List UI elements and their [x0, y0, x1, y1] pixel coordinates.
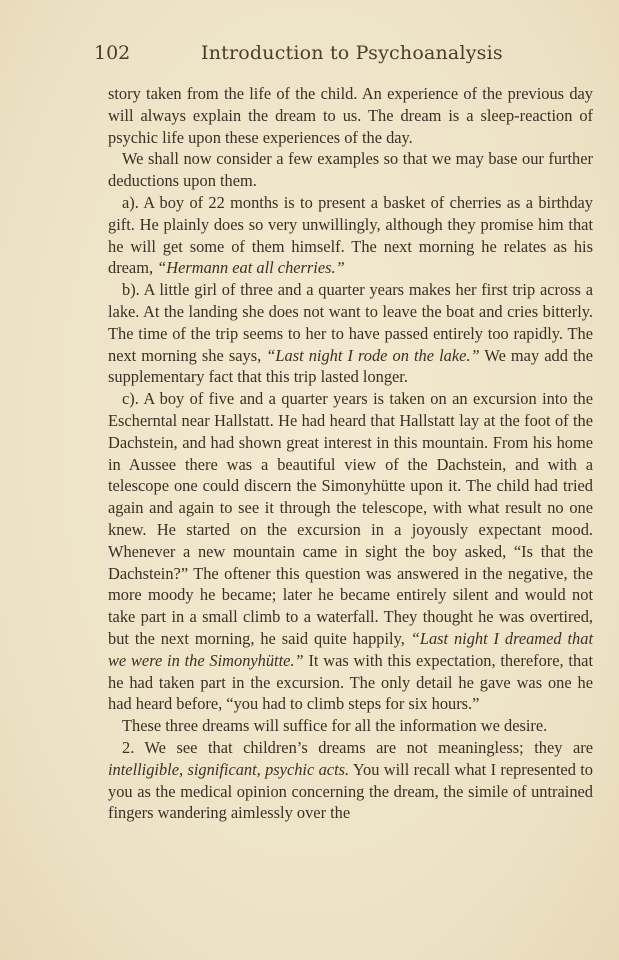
paragraph-example-c: [108, 388, 593, 715]
paragraph-text: 2. We see that children’s dreams are not meaningless; they are: [122, 737, 593, 757]
paragraph-text: We may add the supplementary fact that this trip lasted longer.: [108, 345, 593, 387]
paragraph-text: story taken from the life of the child. An experience of the previous day will always explain the dream to us. The dream is a sleep-reaction of psychic life upon these experiences of the day.: [108, 84, 593, 147]
paragraph-text: It was with this expectation, therefore, that he had taken part in the excursion. The only detail he gave was one he had heard before, “you had to climb steps for six hours.”: [108, 650, 593, 714]
paragraph-text: We shall now consider a few examples so that we may base our further deductions upon them.: [108, 149, 593, 191]
paragraph-text: These three dreams will suffice for all the information we desire.: [122, 716, 548, 736]
paragraph-text: You will recall what I represented to you as the medical opinion concerning the dream, the simile of untrained fingers wandering aimlessly over the: [108, 759, 594, 823]
paragraph-summary: [108, 715, 593, 737]
paragraph-text: b). A little girl of three and a quarter years makes her first trip across a lake. At the landing she does not want to leave the boat and cries bitterly. The time of the trip seems to her to have passed entirely too rapidly. The next morning she says,: [108, 280, 593, 365]
paragraph-example-a: [108, 192, 593, 279]
running-title: Introduction to Psychoanalysis: [201, 42, 503, 64]
paragraph-examples-intro: [108, 148, 593, 192]
dream-quote: “Last night I rode on the lake.”: [266, 345, 480, 365]
paragraph-example-b: [108, 279, 593, 388]
emphasis-text: intelligible, significant, psychic acts.: [108, 759, 350, 779]
page-number: 102: [94, 42, 131, 64]
paragraph-continuation: [108, 83, 593, 148]
dream-quote: “Last night I dreamed that we were in the Simonyhütte.”: [108, 628, 593, 670]
paragraph-point-2: [108, 737, 593, 824]
dream-quote: “Hermann eat all cherries.”: [157, 258, 345, 278]
paragraph-text: a). A boy of 22 months is to present a basket of cherries as a birthday gift. He plainly does so very unwillingly, although they promise him that he will get some of them himself. The next morning he relates as his dream,: [108, 192, 593, 278]
body-text: [108, 83, 593, 824]
page-header: [94, 38, 594, 68]
paragraph-text: c). A boy of five and a quarter years is taken on an excursion into the Escherntal near Hallstatt. He had heard that Hallstatt lay at the foot of the Dachstein, and had shown great interest in this mountain. From his home in Aussee there was a beautiful view of the Dachstein, and with a telescope one could discern the Simonyhütte upon it. The child had tried again and again to see it through the telescope, with what result no one knew. He started on the excursion in a joyously expectant mood. Whenever a new mountain came in sight the boy asked, “Is that the Dachstein?” The oftener this question was answered in the negative, the more moody he became; later he became entirely silent and would not take part in a small climb to a waterfall. They thought he was overtired, but the next morning, he said quite happily,: [108, 389, 593, 648]
